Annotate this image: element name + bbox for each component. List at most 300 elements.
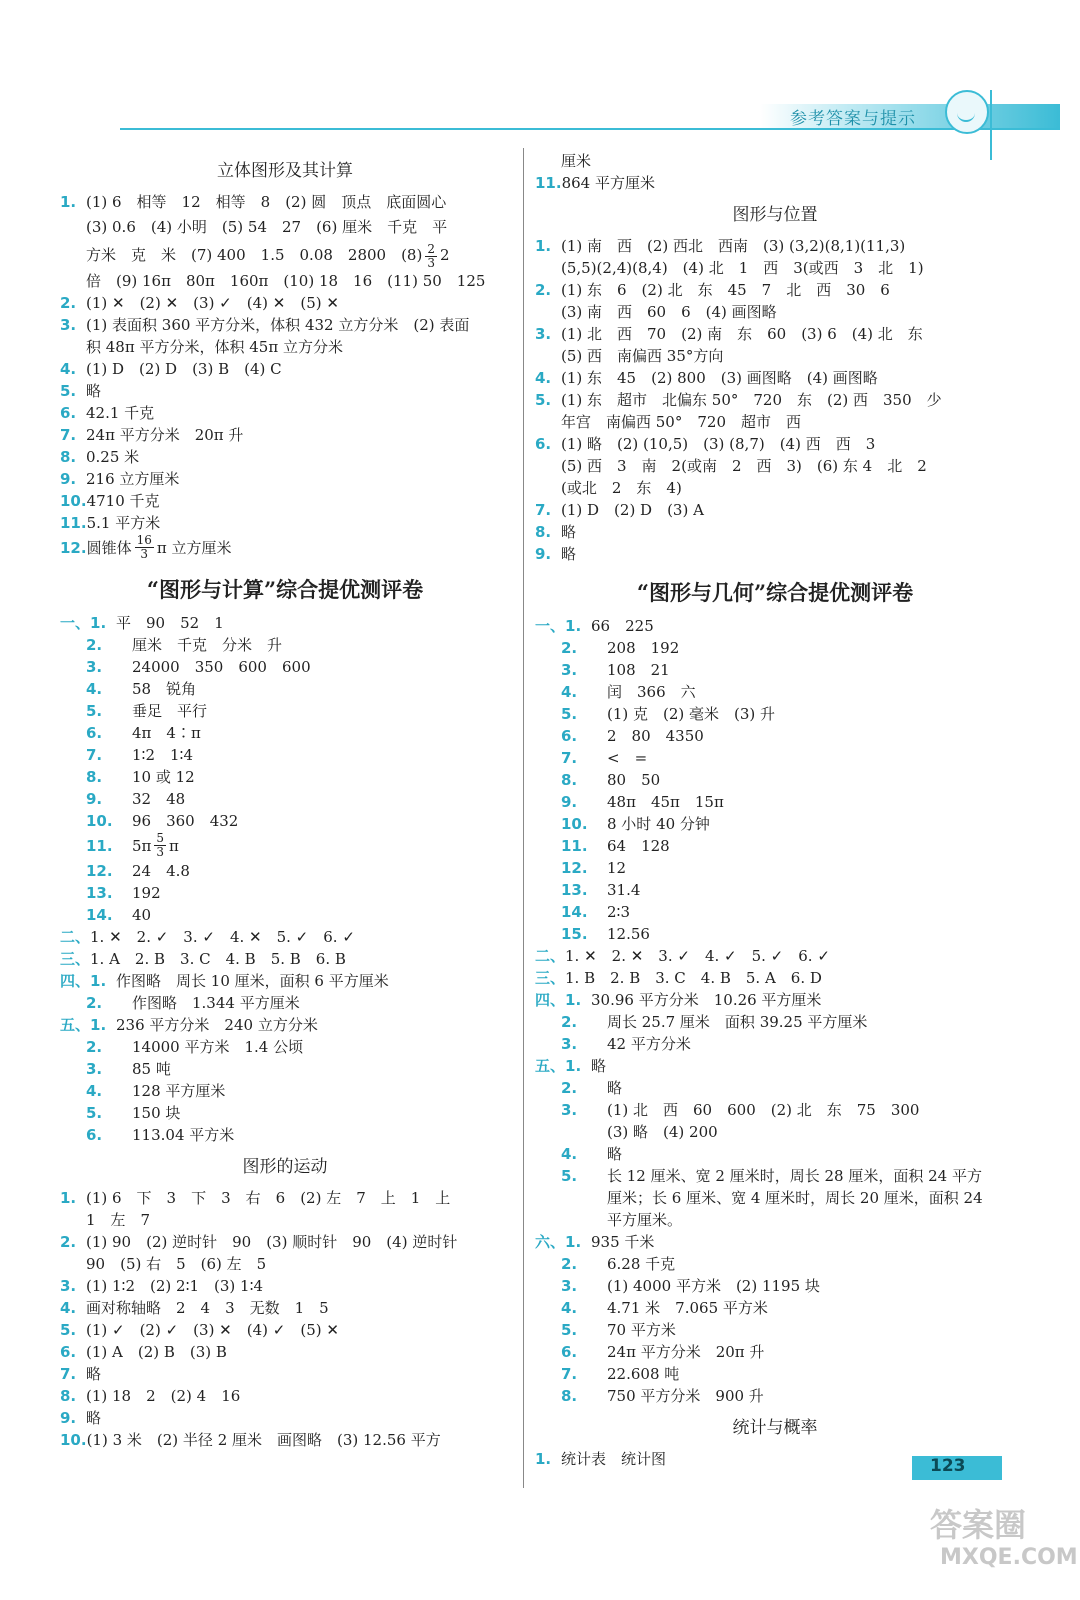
answer-row bbox=[535, 659, 1015, 681]
item-number: 3. bbox=[86, 1059, 103, 1078]
item-number: 9. bbox=[60, 469, 77, 488]
answer-row bbox=[60, 1036, 510, 1058]
item-number: 5. bbox=[561, 705, 578, 723]
answer-text: 48π 45π 15π bbox=[607, 793, 724, 811]
left-column bbox=[60, 150, 510, 1451]
answer-text: 24π 平方分米 20π 升 bbox=[607, 1343, 765, 1361]
answer-text: 6.28 千克 bbox=[607, 1255, 676, 1273]
answer-text: (1) 南 西 (2) 西北 西南 (3) (3,2)(8,1)(11,3) bbox=[561, 237, 906, 255]
answer-text: 垂足 平行 bbox=[132, 701, 208, 720]
answer-text: 周长 25.7 厘米 面积 39.25 平方厘米 bbox=[607, 1013, 868, 1031]
section-number: 六、 bbox=[535, 1233, 566, 1251]
answer-text: 2∶3 bbox=[607, 903, 630, 921]
answer-text: 1∶2 1∶4 bbox=[132, 745, 193, 764]
item-number: 2. bbox=[86, 993, 103, 1012]
answer-text: 厘米 千克 分米 升 bbox=[132, 635, 283, 654]
section-title: 图形的运动 bbox=[242, 1156, 328, 1177]
answer-text: 935 千米 bbox=[591, 1233, 655, 1251]
item-number: 8. bbox=[535, 523, 552, 541]
answer-row bbox=[535, 1319, 1015, 1341]
item-number: 1. bbox=[90, 971, 107, 990]
answer-row bbox=[535, 543, 1015, 565]
item-number: 7. bbox=[60, 425, 77, 444]
answer-text: (1) 北 西 60 600 (2) 北 东 75 300 bbox=[607, 1101, 920, 1119]
answer-text: (5,5)(2,4)(8,4) (4) 北 1 西 3(或西 3 北 1) bbox=[561, 259, 924, 277]
answer-row bbox=[60, 402, 510, 424]
fraction-denominator: 3 bbox=[427, 255, 435, 270]
answer-row bbox=[535, 1385, 1015, 1407]
item-number: 4. bbox=[86, 679, 103, 698]
answer-text: 方米 克 米 (7) 400 1.5 0.08 2800 (8) bbox=[86, 246, 423, 264]
answer-row bbox=[535, 279, 1015, 301]
answer-text: 积 48π 平方分米，体积 45π 立方分米 bbox=[86, 337, 343, 356]
answer-text: 略 bbox=[607, 1145, 623, 1163]
item-number: 11. bbox=[535, 174, 562, 192]
item-number: 2. bbox=[86, 1037, 103, 1056]
section-title: 统计与概率 bbox=[732, 1418, 818, 1438]
answer-text: (3) 0.6 (4) 小明 (5) 54 27 (6) 厘米 千克 平 bbox=[86, 218, 448, 236]
answer-row bbox=[535, 923, 1015, 945]
item-number: 2. bbox=[561, 639, 578, 657]
answer-row bbox=[535, 703, 1015, 725]
item-number: 9. bbox=[86, 789, 103, 808]
answer-text: 年宫 南偏西 50° 720 超市 西 bbox=[561, 413, 801, 431]
answer-text: 96 360 432 bbox=[132, 811, 239, 830]
answer-row bbox=[535, 1187, 1015, 1209]
item-number: 1. bbox=[90, 1015, 107, 1034]
answer-text: 58 锐角 bbox=[132, 679, 197, 698]
answer-text: 画对称轴略 2 4 3 无数 1 5 bbox=[86, 1298, 329, 1317]
answer-text: 4.71 米 7.065 平方米 bbox=[607, 1299, 768, 1317]
answer-text: 5.1 平方米 bbox=[86, 513, 161, 532]
answer-text: (1) A (2) B (3) B bbox=[86, 1342, 227, 1361]
answer-row bbox=[60, 1080, 510, 1102]
section-number: 四、 bbox=[60, 971, 91, 990]
item-number: 12. bbox=[60, 538, 87, 557]
header-rule bbox=[120, 128, 1060, 130]
answer-text: 作图略 周长 10 厘米，面积 6 平方厘米 bbox=[116, 971, 389, 990]
answer-text: 1 左 7 bbox=[86, 1210, 151, 1229]
answer-text: (1) 6 相等 12 相等 8 (2) 圆 顶点 底面圆心 bbox=[86, 193, 447, 211]
item-number: 11. bbox=[86, 836, 113, 855]
section-title: 立体图形及其计算 bbox=[217, 161, 353, 181]
item-number: 5. bbox=[60, 381, 77, 400]
fraction-denominator: 3 bbox=[140, 546, 149, 561]
answer-text: (1) 1∶2 (2) 2∶1 (3) 1∶4 bbox=[86, 1276, 264, 1295]
answer-text: 42.1 千克 bbox=[86, 403, 155, 422]
answer-text: 70 平方米 bbox=[607, 1321, 676, 1339]
smile-logo-icon bbox=[945, 90, 989, 134]
answer-text: 2 80 4350 bbox=[607, 727, 704, 745]
item-number: 8. bbox=[60, 1386, 77, 1405]
item-number: 4. bbox=[86, 1081, 103, 1100]
answer-row bbox=[535, 835, 1015, 857]
answer-text: 5π bbox=[132, 836, 152, 855]
answer-row bbox=[535, 1143, 1015, 1165]
answer-text: 平 90 52 1 bbox=[116, 613, 224, 632]
answer-text: 2 bbox=[439, 246, 450, 264]
item-number: 2. bbox=[86, 635, 103, 654]
answer-row bbox=[60, 358, 510, 380]
item-number: 2. bbox=[561, 1013, 578, 1031]
item-number: 8. bbox=[86, 767, 103, 786]
item-number: 6. bbox=[535, 435, 552, 453]
section-number: 五、 bbox=[535, 1057, 566, 1075]
answer-row bbox=[535, 521, 1015, 543]
answer-row bbox=[60, 314, 510, 336]
answer-text: (1) 4000 平方米 (2) 1195 块 bbox=[607, 1277, 820, 1295]
section-number: 一、 bbox=[535, 617, 566, 635]
answer-row bbox=[60, 468, 510, 490]
answer-text: (1) 90 (2) 逆时针 90 (3) 顺时针 90 (4) 逆时针 bbox=[86, 1232, 458, 1251]
answer-text: 24000 350 600 600 bbox=[132, 657, 311, 676]
answer-row bbox=[535, 769, 1015, 791]
answer-row bbox=[60, 882, 510, 904]
section-number: 一、 bbox=[60, 613, 91, 632]
answer-row bbox=[60, 992, 510, 1014]
item-number: 7. bbox=[86, 745, 103, 764]
item-number: 5. bbox=[535, 391, 552, 409]
answer-text: 略 bbox=[591, 1057, 607, 1075]
item-number: 10. bbox=[60, 491, 87, 510]
answer-text: (1) 克 (2) 毫米 (3) 升 bbox=[607, 705, 776, 723]
answer-text: (1) D (2) D (3) B (4) C bbox=[86, 359, 282, 378]
answer-row bbox=[60, 446, 510, 468]
item-number: 7. bbox=[561, 1365, 578, 1383]
answer-text: 厘米；长 6 厘米、宽 4 厘米时，周长 20 厘米，面积 24 bbox=[607, 1189, 983, 1207]
answer-row bbox=[535, 879, 1015, 901]
answer-text: 216 立方厘米 bbox=[86, 469, 180, 488]
item-number: 12. bbox=[561, 859, 588, 877]
answer-text: 90 (5) 右 5 (6) 左 5 bbox=[86, 1254, 267, 1273]
answer-text: 24 4.8 bbox=[132, 861, 190, 880]
answer-text: 32 48 bbox=[132, 789, 186, 808]
answer-text: (1) 3 米 (2) 半径 2 厘米 画图略 (3) 12.56 平方 bbox=[86, 1430, 441, 1449]
answer-text: (1) 略 (2) (10,5) (3) (8,7) (4) 西 西 3 bbox=[561, 435, 876, 453]
watermark-text: 答案圈 bbox=[930, 1506, 1027, 1544]
item-number: 1. bbox=[535, 237, 552, 255]
section-number: 二、 bbox=[535, 947, 566, 965]
item-number: 5. bbox=[561, 1321, 578, 1339]
answer-text: 略 bbox=[86, 381, 102, 400]
answer-row bbox=[60, 788, 510, 810]
watermark-url: MXQE.COM bbox=[940, 1545, 1078, 1570]
answer-text: 750 平方分米 900 升 bbox=[607, 1387, 764, 1405]
item-number: 2. bbox=[60, 1232, 77, 1251]
answer-text: 108 21 bbox=[607, 661, 670, 679]
answer-row bbox=[60, 380, 510, 402]
item-number: 1. bbox=[90, 613, 107, 632]
answer-text: < = bbox=[607, 749, 648, 767]
item-number: 5. bbox=[86, 701, 103, 720]
item-number: 6. bbox=[86, 723, 103, 742]
answer-row bbox=[60, 292, 510, 314]
fraction bbox=[135, 534, 154, 562]
answer-row bbox=[535, 989, 1015, 1011]
answer-text: (1) 18 2 (2) 4 16 bbox=[86, 1386, 241, 1405]
item-number: 6. bbox=[561, 727, 578, 745]
item-number: 4. bbox=[561, 683, 578, 701]
item-number: 11. bbox=[561, 837, 588, 855]
item-number: 9. bbox=[535, 545, 552, 563]
item-number: 1. bbox=[565, 1057, 582, 1075]
answer-row bbox=[60, 1297, 510, 1319]
item-number: 6. bbox=[60, 403, 77, 422]
item-number: 3. bbox=[561, 661, 578, 679]
answer-row bbox=[60, 241, 510, 270]
answer-row bbox=[535, 1231, 1015, 1253]
answer-text: (1) 6 下 3 下 3 右 6 (2) 左 7 上 1 上 bbox=[86, 1188, 451, 1207]
answer-row bbox=[60, 191, 510, 213]
answer-row bbox=[535, 433, 1015, 455]
answer-text: 208 192 bbox=[607, 639, 680, 657]
answer-text: (1) 东 超市 北偏东 50° 720 东 (2) 西 350 少 bbox=[561, 391, 942, 409]
answer-text: (1) D (2) D (3) A bbox=[561, 501, 704, 519]
answer-row bbox=[535, 637, 1015, 659]
page-number: 123 bbox=[930, 1456, 966, 1476]
item-number: 4. bbox=[561, 1145, 578, 1163]
answer-row bbox=[535, 1011, 1015, 1033]
answer-text: 66 225 bbox=[591, 617, 654, 635]
answer-text: 1. ✕ 2. ✕ 3. ✓ 4. ✓ 5. ✓ 6. ✓ bbox=[565, 947, 830, 965]
answer-text: 42 平方分米 bbox=[607, 1035, 691, 1053]
answer-text: (3) 略 (4) 200 bbox=[607, 1123, 718, 1141]
answer-text: (1) 北 西 70 (2) 南 东 60 (3) 6 (4) 北 东 bbox=[561, 325, 923, 343]
fraction bbox=[425, 243, 437, 270]
item-number: 3. bbox=[561, 1101, 578, 1119]
item-number: 2. bbox=[561, 1255, 578, 1273]
answer-text: 圆锥体 bbox=[86, 538, 132, 557]
item-number: 10. bbox=[60, 1430, 87, 1449]
answer-text: (1) ✓ (2) ✓ (3) ✕ (4) ✓ (5) ✕ bbox=[86, 1320, 339, 1339]
item-number: 3. bbox=[535, 325, 552, 343]
answer-row bbox=[535, 1055, 1015, 1077]
answer-text: 22.608 吨 bbox=[607, 1365, 680, 1383]
item-number: 10. bbox=[561, 815, 588, 833]
answer-text: (3) 南 西 60 6 (4) 画图略 bbox=[561, 303, 777, 321]
answer-row bbox=[60, 634, 510, 656]
answer-text: 8 小时 40 分钟 bbox=[607, 815, 710, 833]
answer-row bbox=[60, 512, 510, 534]
answer-text: 闰 366 六 bbox=[607, 683, 696, 701]
answer-row bbox=[535, 747, 1015, 769]
answer-text: 4π 4∶π bbox=[132, 723, 201, 742]
item-number: 6. bbox=[86, 1125, 103, 1144]
item-number: 1. bbox=[60, 193, 77, 211]
item-number: 3. bbox=[60, 1276, 77, 1295]
answer-text: (5) 西 南偏西 35°方向 bbox=[561, 347, 724, 365]
answer-row bbox=[535, 1099, 1015, 1121]
answer-text: 192 bbox=[132, 883, 161, 902]
answer-row bbox=[535, 967, 1015, 989]
answer-text: 40 bbox=[132, 905, 152, 924]
answer-row bbox=[60, 1231, 510, 1253]
answer-text: 14000 平方米 1.4 公顷 bbox=[132, 1037, 304, 1056]
answer-row bbox=[535, 1341, 1015, 1363]
item-number: 4. bbox=[60, 359, 77, 378]
item-number: 11. bbox=[60, 513, 87, 532]
answer-row bbox=[60, 766, 510, 788]
answer-row bbox=[60, 1058, 510, 1080]
answer-row bbox=[535, 1077, 1015, 1099]
answer-text: 113.04 平方米 bbox=[132, 1125, 235, 1144]
answer-text: 略 bbox=[561, 523, 577, 541]
item-number: 2. bbox=[60, 293, 77, 312]
answer-row bbox=[535, 1209, 1015, 1231]
answer-row bbox=[535, 367, 1015, 389]
answer-text: 作图略 1.344 平方厘米 bbox=[132, 993, 300, 1012]
answer-row bbox=[60, 1385, 510, 1407]
answer-row bbox=[60, 534, 510, 562]
answer-text: (或北 2 东 4) bbox=[561, 479, 682, 497]
answer-row bbox=[60, 1124, 510, 1146]
item-number: 5. bbox=[561, 1167, 578, 1185]
answer-row bbox=[60, 810, 510, 832]
section-title: “图形与几何”综合提优测评卷 bbox=[636, 580, 914, 605]
answer-row bbox=[60, 490, 510, 512]
answer-row bbox=[535, 1253, 1015, 1275]
answer-row bbox=[60, 1341, 510, 1363]
answer-text: 1. ✕ 2. ✓ 3. ✓ 4. ✕ 5. ✓ 6. ✓ bbox=[90, 927, 355, 946]
item-number: 14. bbox=[561, 903, 588, 921]
item-number: 7. bbox=[60, 1364, 77, 1383]
item-number: 4. bbox=[561, 1299, 578, 1317]
answer-row bbox=[535, 1165, 1015, 1187]
answer-text: 略 bbox=[86, 1408, 102, 1427]
section-number: 三、 bbox=[60, 949, 91, 968]
answer-row bbox=[60, 1407, 510, 1429]
answer-text: 12.56 bbox=[607, 925, 650, 943]
answer-text: 30.96 平方分米 10.26 平方厘米 bbox=[591, 991, 822, 1009]
answer-row bbox=[60, 1014, 510, 1036]
section-title: 图形与位置 bbox=[732, 205, 818, 225]
answer-row bbox=[535, 945, 1015, 967]
item-number: 4. bbox=[60, 1298, 77, 1317]
right-column bbox=[535, 150, 1015, 1470]
answer-row bbox=[60, 948, 510, 970]
item-number: 6. bbox=[60, 1342, 77, 1361]
answer-row bbox=[60, 926, 510, 948]
answer-row bbox=[535, 857, 1015, 879]
answer-row bbox=[535, 323, 1015, 345]
item-number: 12. bbox=[86, 861, 113, 880]
answer-row bbox=[60, 832, 510, 860]
answer-row bbox=[60, 1319, 510, 1341]
answer-row bbox=[535, 1033, 1015, 1055]
item-number: 13. bbox=[86, 883, 113, 902]
answer-text: 24π 平方分米 20π 升 bbox=[86, 425, 244, 444]
answer-row bbox=[60, 1187, 510, 1209]
item-number: 9. bbox=[60, 1408, 77, 1427]
fraction bbox=[154, 832, 166, 860]
answer-text: 12 bbox=[607, 859, 627, 877]
item-number: 1. bbox=[60, 1188, 77, 1207]
answer-text: 略 bbox=[561, 545, 577, 563]
answer-row bbox=[60, 700, 510, 722]
item-number: 1. bbox=[535, 1450, 552, 1468]
item-number: 10. bbox=[86, 811, 113, 830]
item-number: 8. bbox=[60, 447, 77, 466]
answer-row bbox=[60, 1429, 510, 1451]
answer-text: 85 吨 bbox=[132, 1059, 171, 1078]
answer-text: 4710 千克 bbox=[86, 491, 160, 510]
answer-row bbox=[60, 678, 510, 700]
answer-text: 128 平方厘米 bbox=[132, 1081, 226, 1100]
answer-row bbox=[535, 813, 1015, 835]
answer-row bbox=[60, 656, 510, 678]
answer-text: 1. B 2. B 3. C 4. B 5. A 6. D bbox=[565, 969, 822, 987]
fraction-numerator: 2 bbox=[427, 241, 435, 256]
answer-row bbox=[535, 1363, 1015, 1385]
item-number: 1. bbox=[565, 617, 582, 635]
item-number: 8. bbox=[561, 1387, 578, 1405]
item-number: 6. bbox=[561, 1343, 578, 1361]
answer-row bbox=[60, 970, 510, 992]
item-number: 5. bbox=[60, 1320, 77, 1339]
answer-text: 0.25 米 bbox=[86, 447, 140, 466]
answer-row bbox=[60, 1102, 510, 1124]
answer-text: 1. A 2. B 3. C 4. B 5. B 6. B bbox=[90, 949, 346, 968]
item-number: 8. bbox=[561, 771, 578, 789]
header-title: 参考答案与提示 bbox=[790, 109, 916, 129]
answer-text: π bbox=[169, 836, 179, 855]
item-number: 1. bbox=[565, 991, 582, 1009]
item-number: 7. bbox=[561, 749, 578, 767]
answer-row bbox=[535, 791, 1015, 813]
fraction-numerator: 5 bbox=[156, 830, 165, 845]
item-number: 3. bbox=[561, 1277, 578, 1295]
item-number: 14. bbox=[86, 905, 113, 924]
item-number: 7. bbox=[535, 501, 552, 519]
answer-text: (5) 西 3 南 2(或南 2 西 3) (6) 东 4 北 2 bbox=[561, 457, 927, 475]
answer-text: 平方厘米。 bbox=[607, 1211, 683, 1229]
answer-text: 倍 (9) 16π 80π 160π (10) 18 16 (11) 50 125 bbox=[86, 271, 486, 290]
answer-text: (1) 东 45 (2) 800 (3) 画图略 (4) 画图略 bbox=[561, 369, 878, 387]
fraction-denominator: 3 bbox=[156, 844, 165, 859]
answer-text: 厘米 bbox=[561, 152, 592, 170]
answer-text: 236 平方分米 240 立方分米 bbox=[116, 1015, 318, 1034]
item-number: 9. bbox=[561, 793, 578, 811]
answer-text: 长 12 厘米、宽 2 厘米时，周长 28 厘米，面积 24 平方 bbox=[607, 1167, 982, 1185]
item-number: 15. bbox=[561, 925, 588, 943]
answer-row bbox=[535, 1275, 1015, 1297]
answer-row bbox=[535, 725, 1015, 747]
answer-text: (1) ✕ (2) ✕ (3) ✓ (4) ✕ (5) ✕ bbox=[86, 293, 339, 312]
answer-text: π 立方厘米 bbox=[156, 538, 232, 557]
answer-row bbox=[535, 172, 1015, 194]
item-number: 2. bbox=[535, 281, 552, 299]
section-number: 三、 bbox=[535, 969, 566, 987]
item-number: 5. bbox=[86, 1103, 103, 1122]
answer-text: 统计表 统计图 bbox=[561, 1450, 667, 1468]
item-number: 3. bbox=[561, 1035, 578, 1053]
answer-row bbox=[535, 1297, 1015, 1319]
section-number: 四、 bbox=[535, 991, 566, 1009]
answer-row bbox=[535, 1121, 1015, 1143]
section-title: “图形与计算”综合提优测评卷 bbox=[146, 576, 424, 602]
answer-row bbox=[535, 901, 1015, 923]
column-divider bbox=[523, 148, 524, 1488]
answer-text: (1) 表面积 360 平方分米，体积 432 立方分米 (2) 表面 bbox=[86, 315, 470, 334]
item-number: 13. bbox=[561, 881, 588, 899]
item-number: 1. bbox=[565, 1233, 582, 1251]
fraction-numerator: 16 bbox=[136, 532, 152, 547]
answer-row bbox=[60, 860, 510, 882]
answer-row bbox=[535, 681, 1015, 703]
answer-row bbox=[60, 744, 510, 766]
answer-row bbox=[60, 1363, 510, 1385]
answer-text: 80 50 bbox=[607, 771, 661, 789]
